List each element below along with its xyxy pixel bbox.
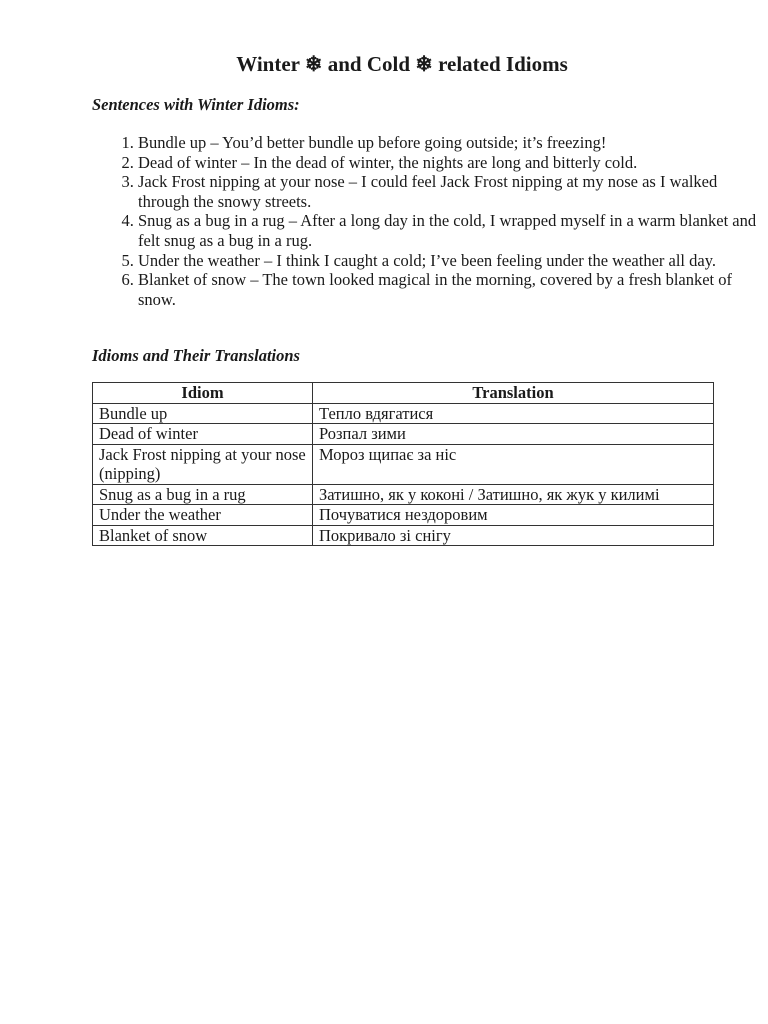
list-item: 1. Bundle up – You’d better bundle up before going outside; it’s freezing! — [138, 133, 763, 153]
column-header-idiom: Idiom — [93, 383, 313, 404]
sentences-list — [92, 133, 763, 309]
translation-cell: Розпал зими — [313, 424, 714, 445]
idiom-cell: Under the weather — [93, 505, 313, 526]
translations-heading: Idioms and Their Translations — [92, 346, 300, 365]
table-row — [93, 444, 714, 484]
table-header-row — [93, 383, 714, 404]
list-item: 2. Dead of winter – In the dead of winter, the nights are long and bitterly cold. — [138, 153, 763, 173]
idiom-cell: Jack Frost nipping at your nose (nipping) — [93, 444, 313, 484]
translation-cell: Мороз щипає за ніс — [313, 444, 714, 484]
list-item: 3. Jack Frost nipping at your nose – I could feel Jack Frost nipping at my nose as I walked through the snowy streets. — [138, 172, 763, 211]
idioms-table — [92, 382, 714, 546]
translation-cell: Затишно, як у коконі / Затишно, як жук у килимі — [313, 484, 714, 505]
column-header-translation: Translation — [313, 383, 714, 404]
table-row — [93, 424, 714, 445]
translation-cell: Покривало зі снігу — [313, 525, 714, 546]
translation-cell: Тепло вдягатися — [313, 403, 714, 424]
list-item: 5. Under the weather – I think I caught a cold; I’ve been feeling under the weather all day. — [138, 251, 763, 271]
table-row — [93, 484, 714, 505]
table-row — [93, 403, 714, 424]
translation-cell: Почуватися нездоровим — [313, 505, 714, 526]
idiom-cell: Blanket of snow — [93, 525, 313, 546]
page-title: Winter ❄ and Cold ❄ related Idioms — [236, 52, 568, 76]
idiom-cell: Bundle up — [93, 403, 313, 424]
sentences-heading: Sentences with Winter Idioms: — [92, 95, 300, 114]
table-row — [93, 505, 714, 526]
idiom-cell: Dead of winter — [93, 424, 313, 445]
list-item: 6. Blanket of snow – The town looked magical in the morning, covered by a fresh blanket of snow. — [138, 270, 763, 309]
table-row — [93, 525, 714, 546]
idiom-cell: Snug as a bug in a rug — [93, 484, 313, 505]
list-item: 4. Snug as a bug in a rug – After a long day in the cold, I wrapped myself in a warm blanket and felt snug as a bug in a rug. — [138, 211, 763, 250]
